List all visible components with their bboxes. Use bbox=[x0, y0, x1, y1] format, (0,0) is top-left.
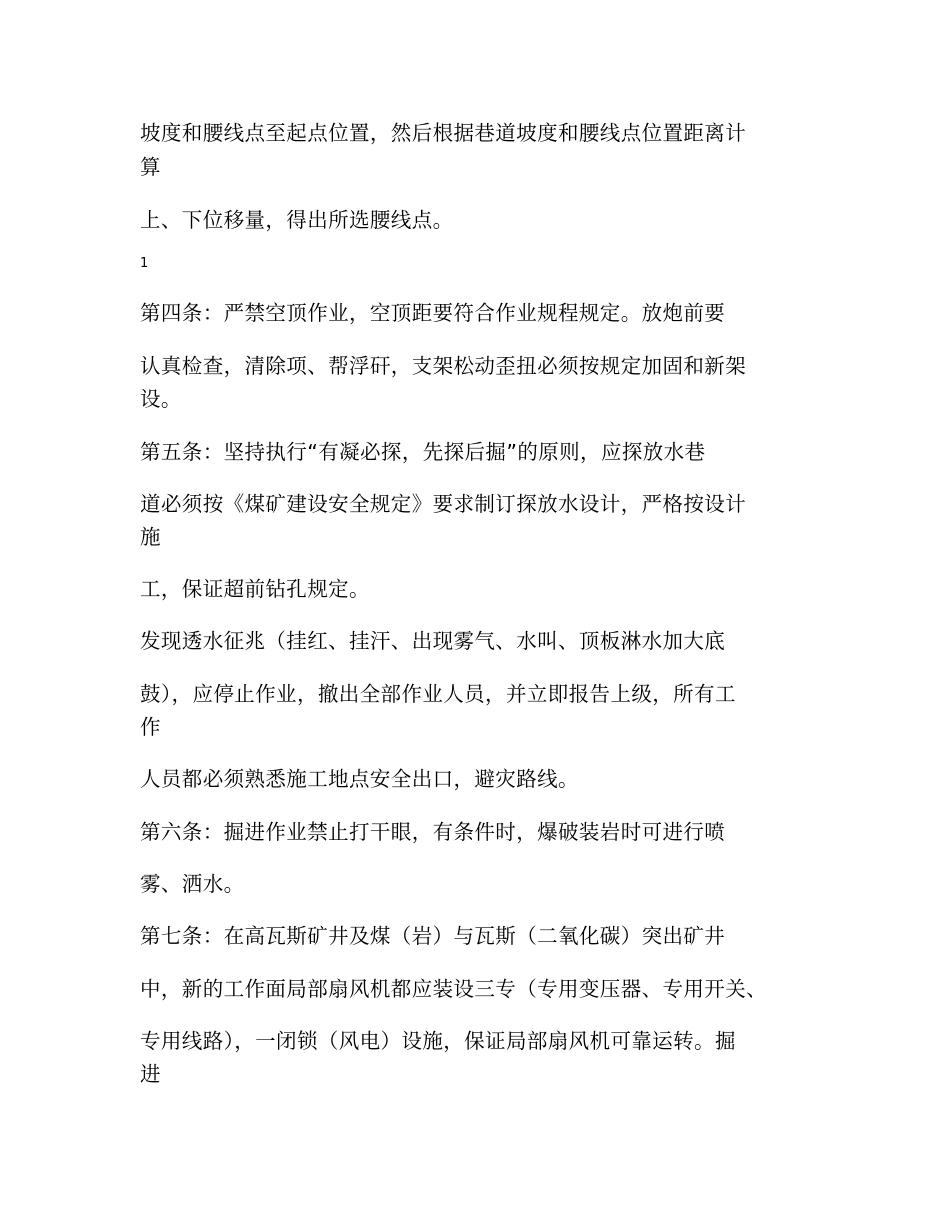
body-text-line: 坡度和腰线点至起点位置，然后根据巷道坡度和腰线点位置距离计 bbox=[140, 121, 747, 145]
body-text-line: 工，保证超前钻孔规定。 bbox=[140, 577, 370, 601]
body-text-line: 设。 bbox=[140, 387, 182, 411]
body-text-line: 进 bbox=[140, 1062, 161, 1086]
body-text-line: 雾、洒水。 bbox=[140, 872, 245, 896]
body-text-line: 第六条：掘进作业禁止打干眼，有条件时，爆破装岩时可进行喷 bbox=[140, 820, 726, 844]
body-text-line: 认真检查，清除项、帮浮矸，支架松动歪扭必须按规定加固和新架 bbox=[140, 354, 747, 378]
body-text-line: 算 bbox=[140, 155, 161, 179]
body-text-line: 人员都必须熟悉施工地点安全出口，避灾路线。 bbox=[140, 767, 579, 791]
body-text-line: 施 bbox=[140, 525, 161, 549]
body-text-line: 发现透水征兆（挂红、挂汗、出现雾气、水叫、顶板淋水加大底 bbox=[140, 629, 726, 653]
body-text-line: 道必须按《煤矿建设安全规定》要求制订探放水设计，严格按设计 bbox=[140, 492, 747, 516]
body-text-line: 作 bbox=[140, 715, 161, 739]
page-number: 1 bbox=[140, 256, 149, 271]
body-text-line: 上、下位移量，得出所选腰线点。 bbox=[140, 208, 454, 232]
body-text-line: 第五条：坚持执行“有凝必探，先探后掘”的原则，应探放水巷 bbox=[140, 440, 706, 464]
body-text-line: 专用线路），一闭锁（风电）设施，保证局部扇风机可靠运转。掘 bbox=[140, 1029, 736, 1053]
body-text-line: 第四条：严禁空顶作业，空顶距要符合作业规程规定。放炮前要 bbox=[140, 301, 726, 325]
body-text-line: 中，新的工作面局部扇风机都应装设三专（专用变压器、专用开关、 bbox=[140, 977, 767, 1001]
body-text-line: 第七条：在高瓦斯矿井及煤（岩）与瓦斯（二氧化碳）突出矿井 bbox=[140, 924, 726, 948]
body-text-line: 鼓），应停止作业，撤出全部作业人员，并立即报告上级，所有工 bbox=[140, 682, 736, 706]
